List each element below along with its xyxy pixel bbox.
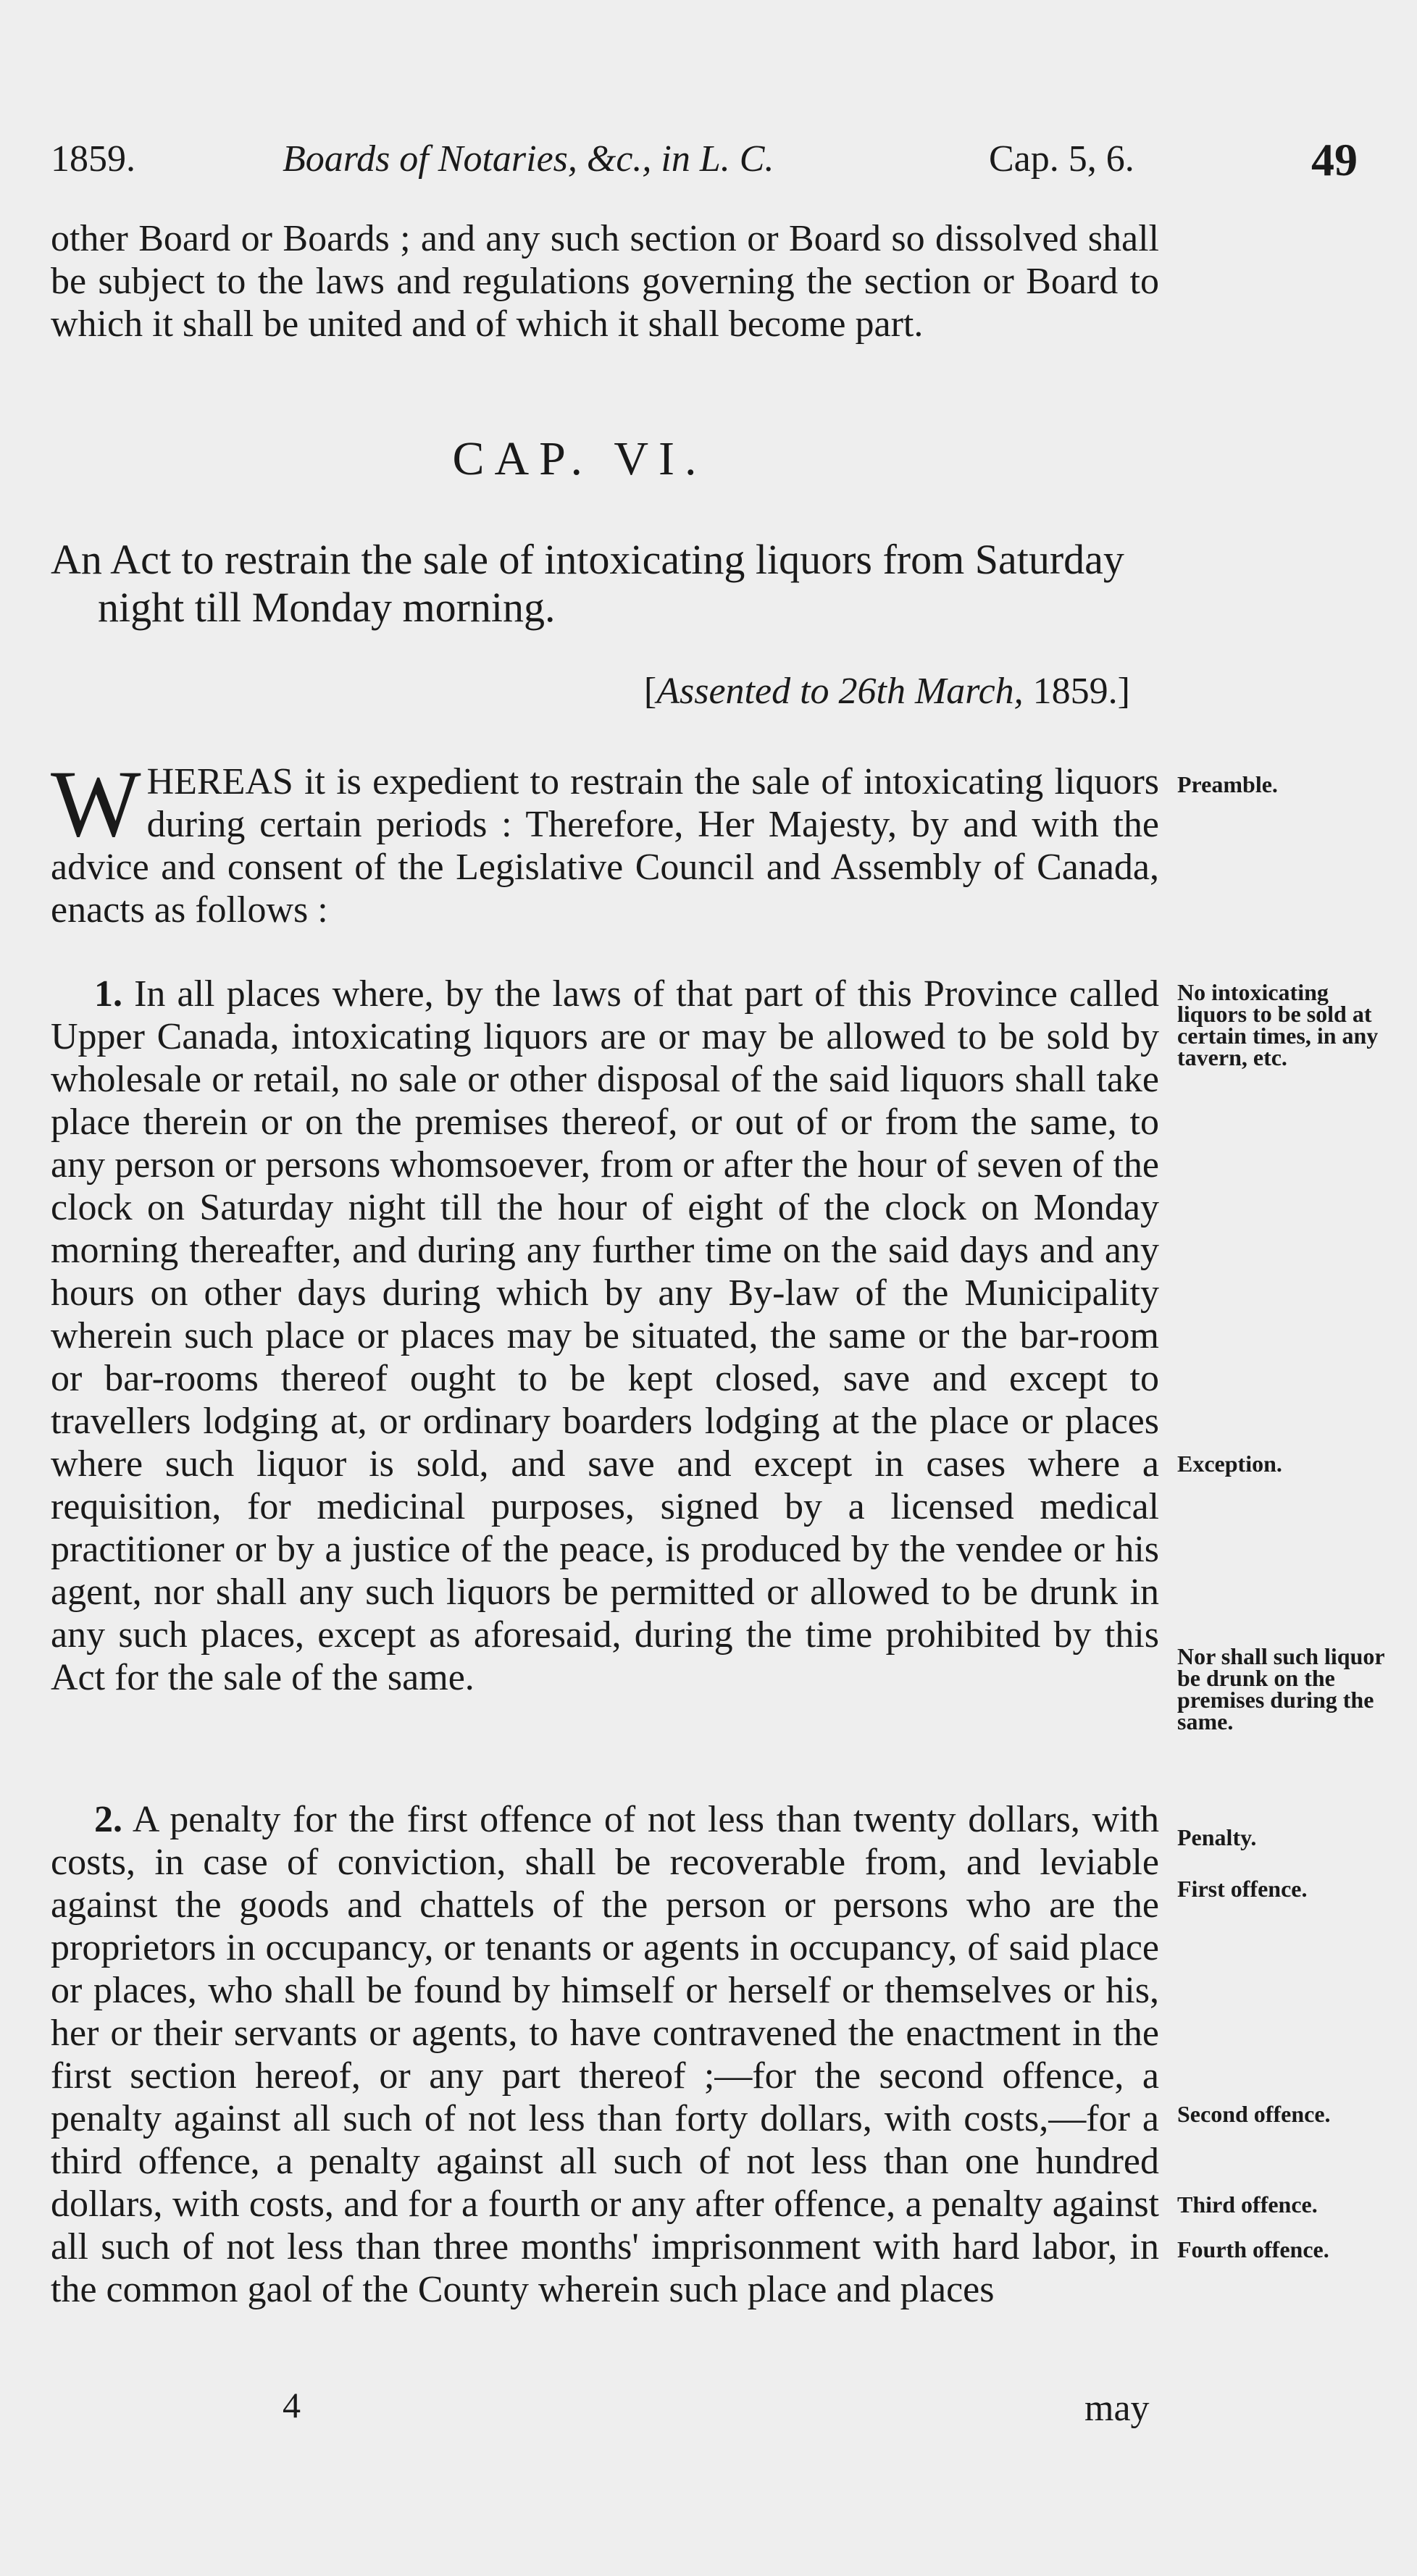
header-title: Boards of Notaries, &c., in L. C. bbox=[283, 138, 774, 180]
section-1-text: In all places where, by the laws of that part of this Province called Upper Canada, intoxicating liquors are or may be allowed to be sold by wholesale or retail, no sale or other disposal of the said liquors shall take place therein or on the premises thereof, or out of or from the same, to any person or persons whomsoever, from or after the hour of seven of the clock on Saturday night till the hour of eight of the clock on Monday morning thereafter, and during any further time on the said days and any hours on other days during which by any By-law of the Municipality wherein such place or places may be situated, the same or the bar-room or bar-rooms thereof ought to be kept closed, save and except to travellers lodging at, or ordinary boarders lodging at the place or places where such liquor is sold, and save and except in cases where a requisition, for medicinal purposes, signed by a licensed medical practitioner or by a justice of the peace, is produced by the vendee or his agent, nor shall any such liquors be permitted or allowed to be drunk in any such places, except as aforesaid, during the time prohibited by this Act for the sale of the same. bbox=[51, 973, 1160, 1698]
assent-text: Assented to 26th March, bbox=[656, 671, 1024, 712]
drop-cap: W bbox=[51, 750, 141, 857]
header-chapter: Cap. 5, 6. bbox=[989, 138, 1134, 180]
running-header bbox=[51, 134, 1384, 196]
continuation-paragraph: other Board or Boards ; and any such section or Board so dissolved shall be subject to the laws and regulations governing the section or Board to which it shall be united and of which it shall become part. bbox=[51, 218, 1159, 345]
chapter-heading: CAP. VI. bbox=[452, 432, 707, 485]
assent-year: 1859.] bbox=[1032, 671, 1130, 712]
section-1-number: 1. bbox=[94, 973, 122, 1015]
signature-mark: 4 bbox=[283, 2385, 301, 2425]
preamble-paragraph bbox=[51, 750, 1159, 931]
assent-open-bracket: [ bbox=[643, 671, 657, 712]
act-title: An Act to restrain the sale of intoxicating liquors from Saturday night till Monday morning. bbox=[51, 536, 1124, 631]
margin-note-second-offence: Second offence. bbox=[1177, 2101, 1331, 2127]
preamble-text: HEREAS it is expedient to restrain the sale of intoxicating liquors during certain periods : Therefore, Her Majesty, by and with the advice and consent of the Legislative Council and Assembly of Canada, enacts as follows : bbox=[51, 761, 1159, 931]
assent-line bbox=[551, 670, 1130, 713]
section-2-number: 2. bbox=[94, 1799, 122, 1840]
margin-note-preamble: Preamble. bbox=[1177, 771, 1278, 797]
margin-note-penalty: Penalty. bbox=[1177, 1824, 1257, 1850]
margin-note-first-offence: First offence. bbox=[1177, 1876, 1308, 1902]
catchword: may bbox=[1084, 2388, 1150, 2429]
section-2-text: A penalty for the first offence of not less than twenty dollars, with costs, in case of conviction, shall be recoverable from, and leviable against the goods and chattels of the person or persons who are the proprietors in occupancy, or tenants or agents in occupancy, of said place or places, who shall be found by himself or herself or themselves or his, her or their servants or agents, to have contravened the enactment in the first section hereof, or any part thereof ;—for the second offence, a penalty against all such of not less than forty dollars, with costs,—for a third offence, a penalty against all such of not less than one hundred dollars, with costs, and for a fourth or any after offence, a penalty against all such of not less than three months' imprisonment with hard labor, in the common gaol of the County wherein such place and places bbox=[51, 1799, 1159, 2310]
margin-note-nor-drunk: Nor shall such liquor be drunk on the premises during the same. bbox=[1177, 1643, 1385, 1734]
margin-note-no-sale: No intoxicating liquors to be sold at certain times, in any tavern, etc. bbox=[1177, 979, 1379, 1070]
header-year: 1859. bbox=[51, 138, 135, 180]
page-number: 49 bbox=[1311, 134, 1358, 185]
margin-note-third-offence: Third offence. bbox=[1177, 2191, 1318, 2218]
margin-note-fourth-offence: Fourth offence. bbox=[1177, 2236, 1329, 2262]
section-2 bbox=[51, 1798, 1159, 2311]
margin-note-exception: Exception. bbox=[1177, 1451, 1282, 1477]
section-1 bbox=[51, 973, 1159, 1699]
